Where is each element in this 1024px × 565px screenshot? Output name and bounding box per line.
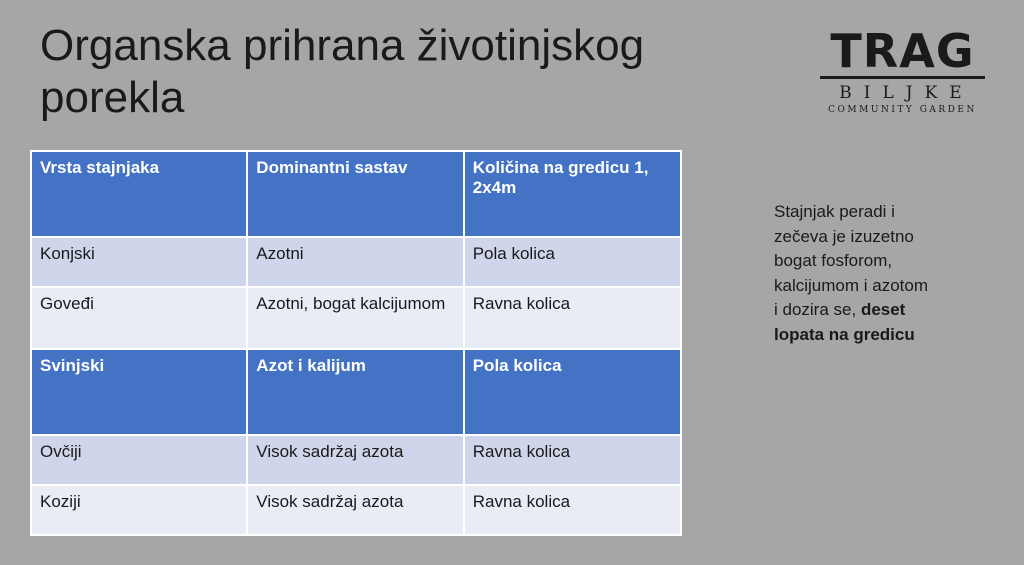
table-cell: Azot i kalijum [247,349,463,435]
table-cell: Visok sadržaj azota [247,485,463,535]
slide-title: Organska prihrana životinjskog porekla [40,21,645,122]
table-cell: Azotni, bogat kalcijumom [247,287,463,349]
trag-biljke-logo [820,24,985,115]
table-cell: Azotni [247,237,463,287]
table-cell: Ovčiji [31,435,247,485]
table-header-row [31,151,681,237]
side-note-bold: deset lopata na gredicu [774,300,915,344]
table-cell: Konjski [31,237,247,287]
table-row [31,237,681,287]
manure-table [30,150,682,536]
table-cell: Visok sadržaj azota [247,435,463,485]
logo-sub-text: BILJKE [839,83,974,103]
table-row [31,485,681,535]
logo-tagline: COMMUNITY GARDEN [828,105,977,115]
table-cell: Pola kolica [464,349,681,435]
table-cell: Goveđi [31,287,247,349]
side-note-text: Stajnjak peradi i zečeva je izuzetno bogat fosforom, kalcijumom i azotom i dozira se, [774,202,928,319]
table-cell: Ravna kolica [464,485,681,535]
table-cell: Svinjski [31,349,247,435]
table-row [31,435,681,485]
header-cell: Količina na gredicu 1, 2x4m [464,151,681,237]
table-row [31,287,681,349]
header-cell: Dominantni sastav [247,151,463,237]
side-note [774,200,934,347]
table-cell: Ravna kolica [464,435,681,485]
table-cell: Ravna kolica [464,287,681,349]
header-cell: Vrsta stajnjaka [31,151,247,237]
logo-main-text: TRAG [820,28,985,79]
table-cell: Koziji [31,485,247,535]
table-cell: Pola kolica [464,237,681,287]
table-row-highlighted [31,349,681,435]
